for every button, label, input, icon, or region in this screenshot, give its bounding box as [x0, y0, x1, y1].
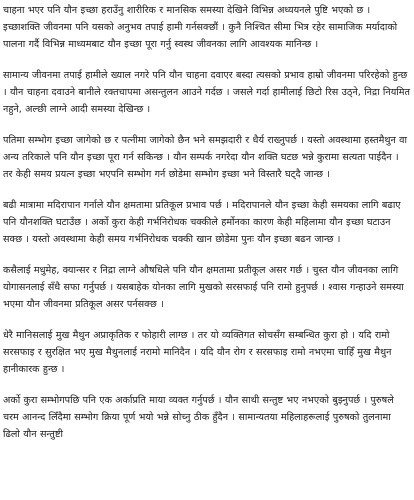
paragraph-spacer [3, 248, 410, 262]
paragraph-spacer [3, 118, 410, 132]
article-paragraph: पतिमा सम्भोग इच्छा जागेको छ र पत्नीमा जागेको छैन भने समझदारी र धैर्य राख्नुपर्छ । यस्तो अवस्थामा हस्तमैथुन वा अन्य तरिकाले पनि यौन इच्छा पूरा गर्न सकिन्छ । यौन सम्पर्क नगरेदा यौन शक्ति घटछ भन्ने कुरामा सत्यता पाईदैन । तर केही समय प्रयत्न इच्छा भएपनि सम्भोग गर्न छोडेमा सम्भोग इच्छा भने विस्तारै घट्दै जान्छ । [3, 135, 407, 180]
paragraph-spacer [3, 53, 410, 67]
article-paragraph: धेरै मानिसलाई मुख मैथुन अप्राकृतिक र फोहारी लाग्छ । तर यो व्यक्तिगत सोचसँग सम्बन्धित कुरा हो । यदि रामो सरसफाइ र सुरक्षित भए मुख मैथुनलाई नरामो मानिदैन । यदि यौन रोग र सरसफाइ रामो नभएमा चाहिँ मुख मैथुन हानीकारक हुन्छ । [3, 330, 392, 375]
article-paragraph: बढी मात्रामा मदिरापान गर्नाले यौन क्षमतामा प्रतिकूल प्रभाव पर्छ । मदिरापानले यौन इच्छा केही समयका लागि बढाए पनि यौनशक्ति घटाउँछ । अर्को कुरा केही गर्भनिरोधक चक्कीले हर्मोनका कारण केही महिलामा यौन इच्छा घटाउन सक्छ । यस्तो अवस्थामा केही समय गर्भनिरोधक चक्की खान छोडेमा पुनः यौन इच्छा बढन जान्छ । [3, 200, 401, 245]
article-paragraph: कसैलाई मधुमेह, क्यान्सर र निद्रा लाग्ने औषधिले पनि यौन क्षमतामा प्रतीकूल असर गर्छ । चुस्त यौन जीवनका लागि योगासनलाई सँधै सफा गर्नुपर्छ । यसबाहेक योनका लागि मुखको सरसफाई पनि रामो हुनुपर्छ । श्वास गन्हाउने समस्या भएमा यौन जीवनमा प्रतिकूल असर पर्नसक्छ । [3, 265, 404, 310]
article-paragraph: सामान्य जीवनमा तपाई हामीले ख्याल नगरे पनि यौन चाहना दवाएर बस्दा त्यसको प्रभाव हाम्रो जीवनमा परिरहेको हुन्छ । यौन चाहना दवाउने बानीले रक्तचापमा असन्तुलन आउने गर्दछ । जसले गर्दा हामीलाई छिटो रिस उठ्ने, निद्रा नियमित नहुने, अल्छी लाग्ने आदी समस्या देखिन्छ । [3, 70, 410, 115]
article-paragraph: चाहना भएर पनि यौन इच्छा हराउँनु शारीरिक र मानसिक समस्या देखिने विभिन्न अध्ययनले पुष्टि भएको छ । इच्छाशक्ति जीवनमा पनि यसको अनुभव तपाई हामी गर्नसक्छौं । कुनै निश्चित सीमा भित्र रहेर सामाजिक मर्यादाको पालना गर्दै विभिन्न माध्यमबाट यौन इच्छा पूरा गर्नु स्वस्थ जीवनका लागि आवश्यक मानिन्छ । [3, 5, 398, 50]
paragraph-spacer [3, 183, 410, 197]
paragraph-spacer [3, 313, 410, 327]
paragraph-spacer [3, 378, 410, 392]
article-paragraph: अर्को कुरा सम्भोगपछि पनि एक अर्काप्रति माया व्यक्त गर्नुपर्छ । यौन साथी सन्तुष्ट भए नभएको बुझ्नुपर्छ । पुरुषले चरम आनन्द लिँदैमा सम्भोग क्रिया पूर्ण भयो भन्ने सोच्नु ठीक हुँदैन । सामान्यतया महिलाहरूलाई पुरुषको तुलनामा ढिलो यौन सन्तुष्टी [3, 395, 394, 440]
